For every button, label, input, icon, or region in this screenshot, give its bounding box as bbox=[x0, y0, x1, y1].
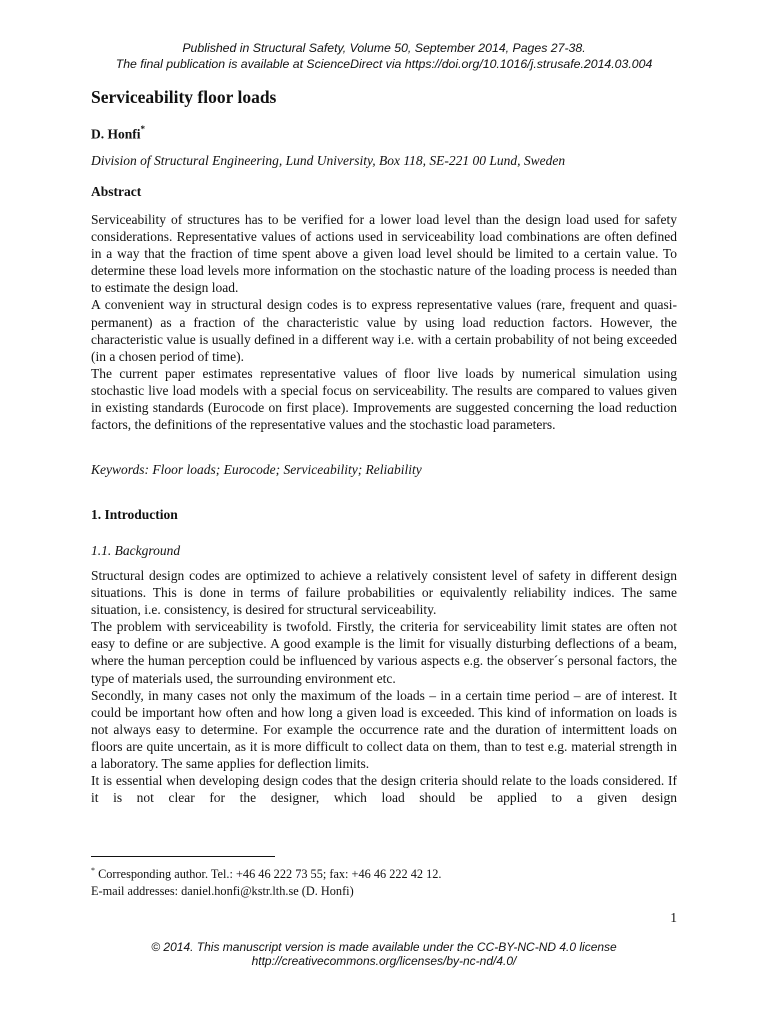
footnote-email: E-mail addresses: daniel.honfi@kstr.lth.se (D. Honfi) bbox=[91, 884, 354, 899]
author-footnote-mark: * bbox=[140, 124, 146, 134]
abstract-body bbox=[91, 211, 677, 433]
background-body bbox=[91, 567, 677, 806]
body-paragraph: Secondly, in many cases not only the maximum of the loads – in a certain time period – are of interest. It could be important how often and how long a given load is exceeded. This kind of information on loads is not always easy to determine. For example the occurrence rate and the duration of intermittent loads on floors are quite uncertain, as it is more difficult to collect data on them, than to test e.g. material strength in a laboratory. The same applies for deflection limits. bbox=[91, 687, 677, 772]
publication-info-line: Published in Structural Safety, Volume 50, September 2014, Pages 27-38. bbox=[182, 41, 586, 55]
abstract-heading: Abstract bbox=[91, 184, 142, 199]
section-heading: 1. Introduction bbox=[91, 507, 178, 522]
abstract-paragraph: Serviceability of structures has to be verified for a lower load level than the design load used for safety considerations. Representative values of actions used in serviceability load combinations are often defined in a way that the fraction of time spent above a given load level should be limited to a certain value. To determine these load levels more information on the stochastic nature of the loading process is needed than to estimate the design load. bbox=[91, 212, 677, 296]
abstract-paragraph: The current paper estimates representative values of floor live loads by numerical simulation using stochastic live load models with a special focus on serviceability. The results are compared to values given in existing standards (Eurocode on first place). Improvements are suggested concerning the load reduction factors, the definitions of the representative values and the stochastic load parameters. bbox=[91, 365, 677, 433]
footnote-mark: * bbox=[91, 866, 95, 875]
body-paragraph: The problem with serviceability is twofold. Firstly, the criteria for serviceability limit states are often not easy to define or are subjective. A good example is the limit for visually disturbing deflections of a beam, where the human perception could be influenced by various aspects e.g. the observer´s personal factors, the type of materials used, the surrounding environment etc. bbox=[91, 619, 677, 686]
license-link[interactable]: http://creativecommons.org/licenses/by-nc-nd/4.0/ bbox=[251, 954, 517, 968]
body-paragraph: It is essential when developing design codes that the design criteria should relate to the loads considered. If it is not clear for the designer, which load should be applied to a given design bbox=[91, 773, 677, 806]
footnote-contact-text: Corresponding author. Tel.: +46 46 222 73 55; fax: +46 46 222 42 12. bbox=[95, 867, 442, 882]
keywords: Keywords: Floor loads; Eurocode; Serviceability; Reliability bbox=[91, 462, 422, 477]
subsection-heading: 1.1. Background bbox=[91, 543, 181, 558]
page-number: 1 bbox=[670, 910, 677, 925]
doi-line: The final publication is available at ScienceDirect via https://doi.org/10.1016/j.strusafe.2014.03.004 bbox=[115, 57, 653, 71]
license-footer bbox=[0, 940, 768, 968]
license-text: © 2014. This manuscript version is made available under the CC-BY-NC-ND 4.0 license bbox=[151, 940, 617, 954]
publication-header bbox=[0, 40, 768, 72]
footnote bbox=[91, 862, 677, 900]
abstract-paragraph: A convenient way in structural design codes is to express representative values (rare, frequent and quasi-permanent) as a fraction of the characteristic value by using load reduction factors. However, the characteristic value is usually defined in a different way i.e. with a certain probability of not being exceeded (in a chosen period of time). bbox=[91, 297, 677, 364]
footnote-divider bbox=[91, 856, 275, 857]
footnote-contact bbox=[91, 862, 677, 883]
paper-title: Serviceability floor loads bbox=[91, 87, 277, 107]
author bbox=[91, 121, 677, 144]
affiliation: Division of Structural Engineering, Lund University, Box 118, SE-221 00 Lund, Sweden bbox=[91, 153, 566, 168]
author-name: D. Honfi bbox=[91, 126, 141, 142]
body-paragraph: Structural design codes are optimized to achieve a relatively consistent level of safety in different design situations. This is done in terms of failure probabilities or equivalently reliability indices. The same situation, i.e. consistency, is desired for structural serviceability. bbox=[91, 568, 677, 618]
